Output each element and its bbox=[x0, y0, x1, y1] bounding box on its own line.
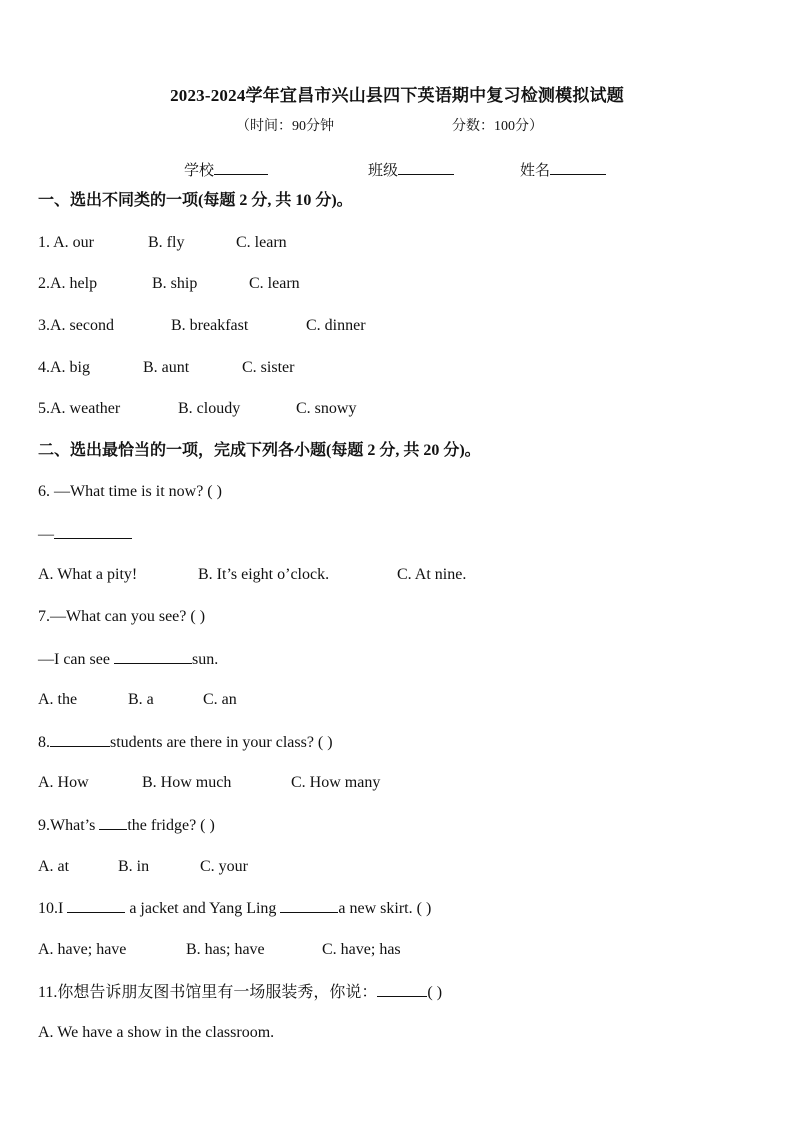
question-1 bbox=[38, 233, 287, 253]
option-a: 3.A. second bbox=[38, 317, 114, 334]
question-2 bbox=[38, 274, 300, 294]
name-field[interactable] bbox=[520, 160, 606, 181]
question-11-option-a: A. We have a show in the classroom. bbox=[38, 1024, 275, 1041]
stem-pre: 8. bbox=[38, 734, 50, 751]
class-blank[interactable] bbox=[398, 160, 454, 175]
school-blank[interactable] bbox=[214, 160, 268, 175]
reply-pre: —I can see bbox=[38, 651, 114, 668]
question-11-stem bbox=[38, 982, 442, 1003]
option-a: A. What a pity! bbox=[38, 566, 138, 583]
stem-post: the fridge? ( ) bbox=[127, 817, 215, 834]
question-10-options bbox=[38, 940, 401, 960]
question-7-options bbox=[38, 690, 237, 710]
option-c: C. an bbox=[203, 691, 237, 708]
option-b: B. How much bbox=[142, 774, 232, 791]
question-7-stem: 7.—What can you see? ( ) bbox=[38, 608, 206, 625]
name-label: 姓名 bbox=[520, 163, 551, 179]
answer-blank[interactable] bbox=[99, 815, 127, 830]
school-label: 学校 bbox=[184, 163, 215, 179]
question-8-stem bbox=[38, 732, 333, 753]
answer-blank[interactable] bbox=[114, 649, 192, 664]
option-b: B. has; have bbox=[186, 941, 265, 958]
section-2-heading: 二、选出最恰当的一项，完成下列各小题(每题 2 分, 共 20 分)。 bbox=[38, 442, 481, 459]
option-a: 5.A. weather bbox=[38, 400, 121, 417]
reply-dash: — bbox=[38, 526, 54, 543]
question-6-stem: 6. —What time is it now? ( ) bbox=[38, 483, 222, 500]
stem-pre: 10.I bbox=[38, 900, 68, 917]
option-b: B. breakfast bbox=[171, 317, 249, 334]
option-b: B. in bbox=[118, 858, 150, 875]
stem-pre: 11.你想告诉朋友图书馆里有一场服装秀，你说： bbox=[38, 984, 378, 1001]
option-c: C. sister bbox=[242, 359, 295, 376]
stem-post: a new skirt. ( ) bbox=[338, 900, 432, 917]
answer-blank[interactable] bbox=[50, 732, 110, 747]
option-a: 2.A. help bbox=[38, 275, 98, 292]
option-c: C. How many bbox=[291, 774, 381, 791]
school-field[interactable] bbox=[184, 160, 268, 181]
option-c: C. snowy bbox=[296, 400, 357, 417]
question-10-stem bbox=[38, 898, 431, 919]
option-b: B. ship bbox=[152, 275, 198, 292]
answer-blank-2[interactable] bbox=[280, 898, 338, 913]
reply-post: sun. bbox=[191, 651, 219, 668]
section-1-heading: 一、选出不同类的一项(每题 2 分, 共 10 分)。 bbox=[38, 192, 353, 209]
page-title: 2023-2024学年宜昌市兴山县四下英语期中复习检测模拟试题 bbox=[170, 86, 624, 105]
option-b: B. aunt bbox=[143, 359, 190, 376]
answer-blank[interactable] bbox=[377, 982, 427, 997]
option-a: A. How bbox=[38, 774, 89, 791]
class-label: 班级 bbox=[368, 163, 399, 179]
option-b: B. fly bbox=[148, 234, 185, 251]
option-a: 1. A. our bbox=[38, 234, 94, 251]
question-7-reply bbox=[38, 649, 218, 670]
stem-pre: 9.What’s bbox=[38, 817, 100, 834]
question-9-stem bbox=[38, 815, 215, 836]
option-c: C. dinner bbox=[306, 317, 366, 334]
question-4 bbox=[38, 358, 294, 378]
exam-score: 分数：100分） bbox=[452, 119, 543, 134]
option-b: B. It’s eight o’clock. bbox=[198, 566, 330, 583]
option-c: C. your bbox=[200, 858, 248, 875]
stem-post: ( ) bbox=[427, 984, 443, 1001]
option-b: B. a bbox=[128, 691, 154, 708]
question-6-options bbox=[38, 565, 466, 585]
answer-blank-1[interactable] bbox=[67, 898, 125, 913]
question-8-options bbox=[38, 773, 380, 793]
option-a: A. at bbox=[38, 858, 70, 875]
question-6-reply bbox=[38, 524, 132, 545]
question-9-options bbox=[38, 857, 248, 877]
option-b: B. cloudy bbox=[178, 400, 241, 417]
option-c: C. have; has bbox=[322, 941, 401, 958]
name-blank[interactable] bbox=[550, 160, 606, 175]
answer-blank[interactable] bbox=[54, 524, 132, 539]
question-3 bbox=[38, 316, 366, 336]
stem-post: students are there in your class? ( ) bbox=[110, 734, 333, 751]
option-a: A. have; have bbox=[38, 941, 127, 958]
option-c: C. At nine. bbox=[397, 566, 467, 583]
class-field[interactable] bbox=[368, 160, 454, 181]
option-a: A. the bbox=[38, 691, 78, 708]
option-a: 4.A. big bbox=[38, 359, 90, 376]
exam-time: （时间：90分钟 bbox=[236, 119, 334, 134]
question-5 bbox=[38, 399, 356, 419]
option-c: C. learn bbox=[236, 234, 287, 251]
option-c: C. learn bbox=[249, 275, 300, 292]
stem-mid: a jacket and Yang Ling bbox=[125, 900, 281, 917]
